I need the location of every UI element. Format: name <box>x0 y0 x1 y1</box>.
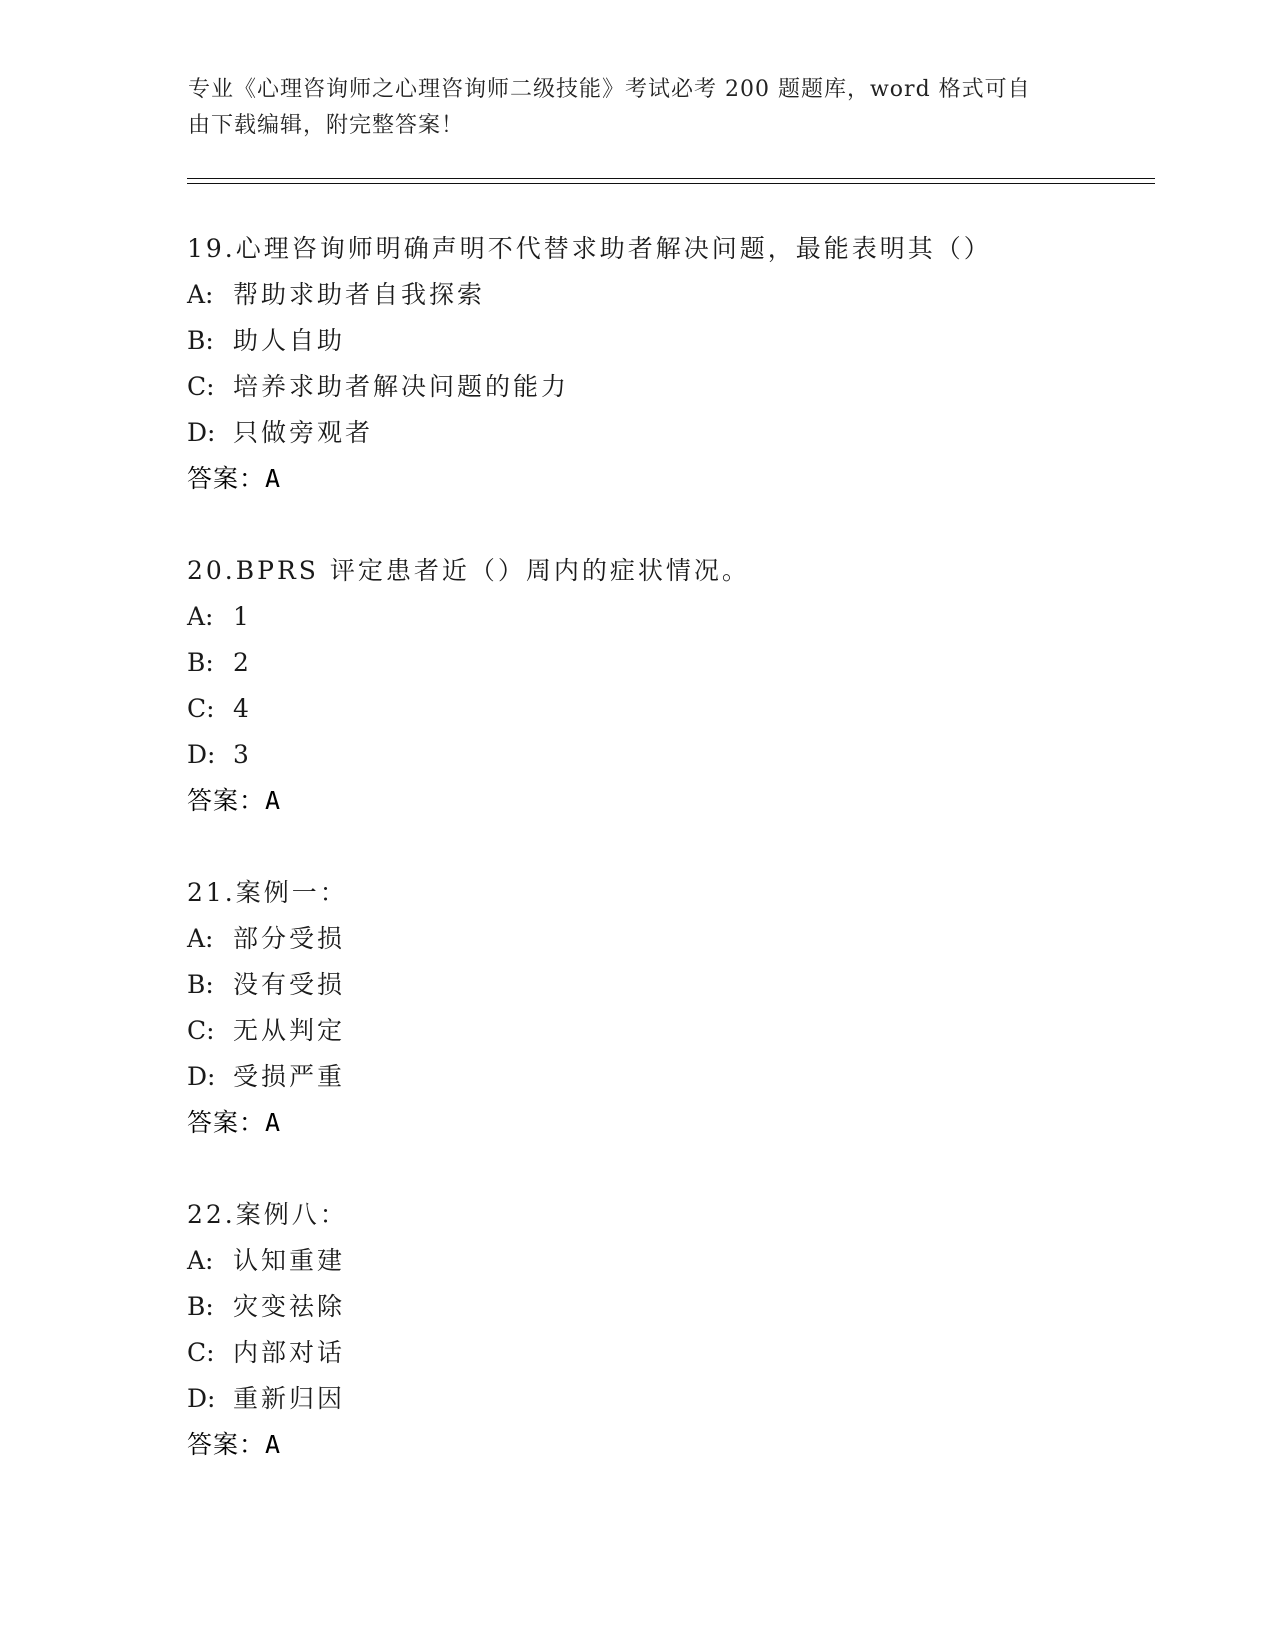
answer-value: A <box>265 786 282 815</box>
answer-label: 答案： <box>187 464 266 493</box>
option-d <box>187 1054 1087 1100</box>
answer-label: 答案： <box>187 1108 266 1137</box>
option-c <box>187 1330 1087 1376</box>
option-text: 没有受损 <box>233 970 346 999</box>
option-text: 部分受损 <box>233 924 346 953</box>
option-letter: A: <box>187 280 214 309</box>
answer-value: A <box>265 1430 282 1459</box>
option-text: 受损严重 <box>233 1062 346 1091</box>
option-text: 培养求助者解决问题的能力 <box>233 372 570 401</box>
option-letter: A: <box>187 924 214 953</box>
question-20 <box>187 548 1087 824</box>
header-line-2: 由下载编辑，附完整答案！ <box>188 113 465 138</box>
answer-value: A <box>265 464 282 493</box>
answer-value: A <box>265 1108 282 1137</box>
option-a <box>187 916 1087 962</box>
option-text: 帮助求助者自我探索 <box>233 280 486 309</box>
option-letter: B: <box>187 1292 214 1321</box>
option-d <box>187 732 1087 778</box>
option-a <box>187 594 1087 640</box>
option-b <box>187 1284 1087 1330</box>
option-letter: B: <box>187 970 214 999</box>
option-d <box>187 1376 1087 1422</box>
header-divider-top <box>187 178 1155 179</box>
option-b <box>187 962 1087 1008</box>
document-header <box>188 72 1068 144</box>
option-letter: C: <box>187 372 215 401</box>
option-letter: A: <box>187 1246 214 1275</box>
question-19 <box>187 226 1087 502</box>
question-22 <box>187 1192 1087 1468</box>
option-a <box>187 272 1087 318</box>
answer-line <box>187 778 1087 824</box>
option-c <box>187 364 1087 410</box>
option-letter: B: <box>187 648 214 677</box>
question-21 <box>187 870 1087 1146</box>
option-text: 内部对话 <box>233 1338 346 1367</box>
answer-label: 答案： <box>187 786 266 815</box>
option-letter: C: <box>187 1338 215 1367</box>
question-stem: 19.心理咨询师明确声明不代替求助者解决问题，最能表明其（） <box>187 234 992 263</box>
question-stem: 20.BPRS 评定患者近（）周内的症状情况。 <box>187 556 750 585</box>
option-b <box>187 640 1087 686</box>
option-letter: A: <box>187 602 214 631</box>
question-stem: 22.案例八： <box>187 1200 348 1229</box>
answer-label: 答案： <box>187 1430 266 1459</box>
option-c <box>187 1008 1087 1054</box>
option-b <box>187 318 1087 364</box>
option-d <box>187 410 1087 456</box>
question-stem: 21.案例一： <box>187 878 348 907</box>
option-letter: D: <box>187 1384 216 1413</box>
option-text: 3 <box>233 740 252 769</box>
option-text: 助人自助 <box>233 326 346 355</box>
answer-line <box>187 1100 1087 1146</box>
option-c <box>187 686 1087 732</box>
option-letter: C: <box>187 1016 215 1045</box>
option-text: 只做旁观者 <box>233 418 374 447</box>
option-text: 1 <box>233 602 252 631</box>
option-letter: D: <box>187 740 216 769</box>
option-text: 重新归因 <box>233 1384 346 1413</box>
option-text: 认知重建 <box>233 1246 346 1275</box>
option-letter: D: <box>187 418 216 447</box>
option-letter: B: <box>187 326 214 355</box>
option-letter: C: <box>187 694 215 723</box>
header-line-1: 专业《心理咨询师之心理咨询师二级技能》考试必考 200 题题库，word 格式可自 <box>188 77 1031 102</box>
header-divider-bottom <box>187 183 1155 184</box>
option-text: 无从判定 <box>233 1016 346 1045</box>
answer-line <box>187 1422 1087 1468</box>
option-text: 2 <box>233 648 252 677</box>
option-letter: D: <box>187 1062 216 1091</box>
option-text: 灾变祛除 <box>233 1292 346 1321</box>
answer-line <box>187 456 1087 502</box>
option-text: 4 <box>233 694 252 723</box>
option-a <box>187 1238 1087 1284</box>
